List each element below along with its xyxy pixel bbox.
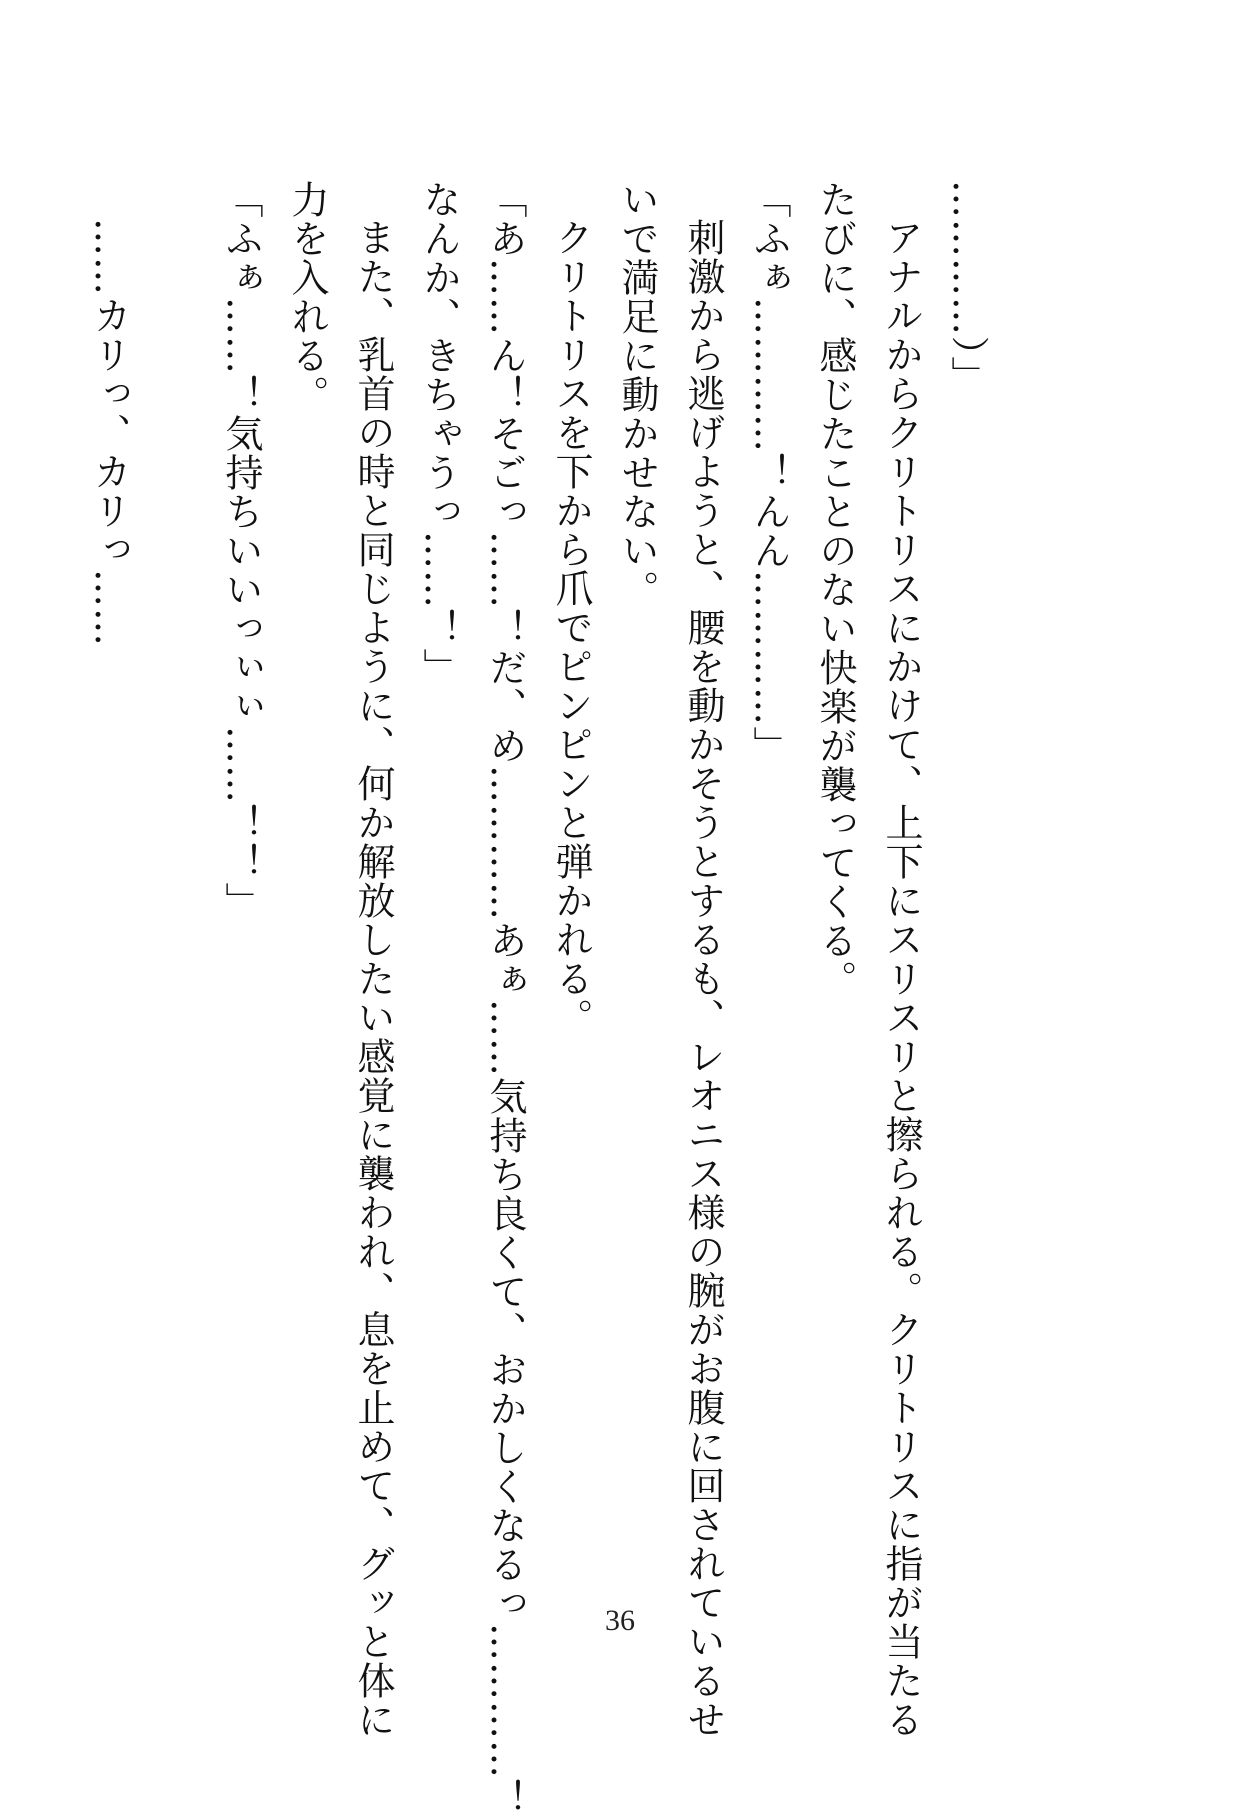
text-line: アナルからクリトリスにかけて、上下にスリスリと擦られる。クリトリスに指が当たる — [879, 218, 923, 1739]
text-line: 刺激から逃げようと、腰を動かそうとするも、レオニス様の腕がお腹に回されているせ — [681, 218, 725, 1739]
text-line: 「あ……ん！そごっ……！だ、め…………あぁ……気持ち良くて、おかしくなるっ…………！ — [483, 180, 527, 1818]
page-number: 36 — [605, 1604, 635, 1637]
text-line: ……カリっ、カリっ…… — [87, 218, 131, 647]
text-line: 力を入れる。 — [285, 180, 329, 414]
blank-line — [142, 180, 208, 1610]
text-line: また、乳首の時と同じように、何か解放したい感覚に襲われ、息を止めて、グッと体に — [351, 218, 395, 1739]
text-line: たびに、感じたことのない快楽が襲ってくる。 — [813, 180, 857, 999]
blank-line — [10, 180, 76, 1610]
text-line: 「ふぁ…………！んん…………」 — [747, 180, 791, 765]
text-line: …………）」 — [945, 180, 989, 395]
text-line: クリトリスを下から爪でピンピンと弾かれる。 — [549, 218, 593, 1037]
text-line: いで満足に動かせない。 — [615, 180, 659, 609]
text-line — [0, 180, 10, 1610]
text-line: なんか、きちゃうっ……！」 — [417, 180, 461, 687]
text-line: 「ふぁ……！気持ちいいっぃぃ……！！」 — [219, 180, 263, 921]
